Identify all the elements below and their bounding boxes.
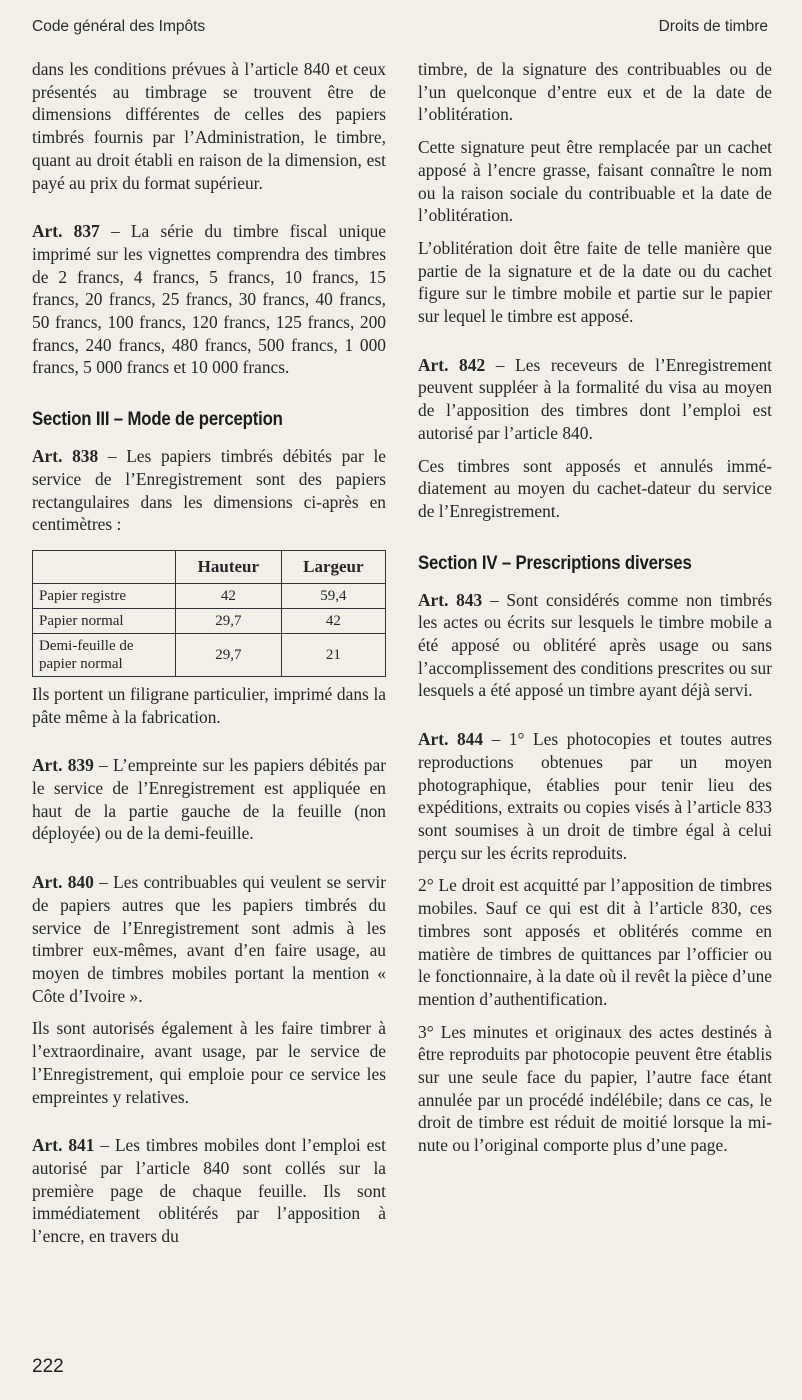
table-header-cell [33,550,176,583]
table-header-cell: Largeur [281,550,385,583]
table-row [33,608,386,633]
table-header-cell: Hauteur [176,550,282,583]
table-cell: Papier normal [33,608,176,633]
article-label: Art. 843 [418,589,483,610]
section-heading-iv: Section IV – Prescriptions diverses [418,551,692,574]
article-text: – Les receveurs de l’Enregistrement peuvent suppléer à la formalité du visa au moyen de l’apposition des timbres dont l’emploi est autorisé par l’article 840. [418,354,772,443]
article-label: Art. 844 [418,729,484,750]
paragraph-842-continued: Ces timbres sont apposés et annulés immédiatement au moyen du cachet-dateur du service de l’Enregistrement. [418,455,772,521]
dimensions-table [32,550,386,677]
table-cell: 42 [281,608,385,633]
article-843 [418,589,772,703]
paragraph-continuation: dans les conditions prévues à l’article 840 et ceux présentés au timbrage se trouvent être de dimensions différentes de celles des papiers timbrés fournis par l’Administration, le timbre, quant au droit établi en raison de la dimension, est payé au prix du format supérieur. [32,59,386,193]
article-text: – Les timbres mobiles dont l’emploi est autorisé par l’article 840 sont collés sur la première page de chaque feuille. Ils sont immédiatement oblitérés par l’apposition à l’encre, en travers du [32,1135,386,1247]
table-cell: 59,4 [281,583,385,608]
article-text: – Les contribuables qui veulent se servir de papiers autres que les papiers timbrés du service de l’Enregistrement sont admis à les timbrer eux-mêmes, avant d’en faire usage, au moyen de timbres mobiles portant la mention « Côte d’Ivoire ». [32,872,386,1006]
article-text: – La série du timbre fiscal unique imprimé sur les vignettes comprendra des timbres de 2 francs, 4 francs, 5 francs, 10 francs, 15 francs, 20 francs, 25 francs, 30 francs, 40 francs, 50 francs, 100 francs, 120 francs, 125 francs, 200 francs, 240 francs, 480 francs, 500 francs, 1 000 francs, 5 000 francs et 10 000 francs. [32,221,386,378]
table-header-row [33,550,386,583]
table-cell: 21 [281,633,385,676]
header-book-title: Code général des Impôts [32,18,206,35]
paragraph-obliteration: L’oblitération doit être faite de telle manière que partie de la signature et de la date ou du cachet figure sur le timbre mobile et partie sur le papier sur lequel le timbre est apposé. [418,237,772,327]
article-840 [32,871,386,1007]
table-cell: Demi-feuille de papier normal [33,633,176,676]
article-text: – Sont considérés comme non timbrés les actes ou écrits sur lesquels le timbre mobile a été apposé ou oblitéré après usage ou sans l’accomplissement des conditions prescrites ou sur lesquels a été apposé un timbre ayant déjà servi. [418,589,772,701]
table-cell: Papier registre [33,583,176,608]
article-label: Art. 841 [32,1135,95,1156]
article-label: Art. 842 [418,354,486,375]
table-cell: 42 [176,583,282,608]
article-842 [418,354,772,445]
paragraph-cachet: Cette signature peut être remplacée par un cachet apposé à l’encre grasse, faisant connaître le nom ou la raison sociale du contribuable et la date de l’oblitération. [418,137,772,226]
article-837 [32,220,386,379]
article-label: Art. 839 [32,755,94,776]
table-cell: 29,7 [176,608,282,633]
left-column [32,58,386,1258]
section-heading-iii: Section III – Mode de perception [32,408,283,431]
article-text: – L’empreinte sur les papiers débités par le service de l’Enregistrement est appliquée en haut de la partie gauche de la feuille (non déployée) ou de la demi-feuille. [32,755,386,844]
article-838 [32,445,386,536]
paragraph-filigrane: Ils portent un filigrane particulier, imprimé dans la pâte même à la fabrication. [32,683,386,727]
right-column [418,58,772,1167]
article-label: Art. 837 [32,221,100,242]
table-row [33,583,386,608]
paragraph-844-3: 3° Les minutes et originaux des actes destinés à être reproduits par photocopie peuvent être établis sur une seule face du papier, l’autre face étant annulée par un procédé indélébile; dans ce cas, le droit de timbre est réduit de moitié lorsque la minute ou l’original comporte plus d’une page. [418,1021,772,1156]
article-text: – Les papiers timbrés débités par le service de l’Enregistrement sont des papiers rectangulaires dans les dimensions ci-après en centimètres : [32,446,386,535]
article-text: – 1° Les photocopies et toutes autres reproductions obtenues par un moyen photographique, établies pour tenir lieu des expéditions, extraits ou copies visés à l’article 833 sont soumises à un droit de timbre égal à celui perçu sur les écrits reproduits. [418,729,773,863]
paragraph-844-2: 2° Le droit est acquitté par l’apposition de timbres mobiles. Sauf ce qui est dit à l’article 830, ces timbres sont apposés et oblitérés comme en matière de timbres de quittances par l’officier ou le fonctionnaire, à la date où il revêt la pièce d’une mention d’authentification. [418,875,772,1009]
page-number: 222 [32,1356,64,1377]
paragraph-841-continued: timbre, de la signature des contribuables ou de l’un quelconque d’entre eux et de la date de l’oblitération. [418,59,772,125]
running-header [32,18,768,42]
article-841 [32,1134,386,1248]
table-cell: 29,7 [176,633,282,676]
article-label: Art. 840 [32,872,94,893]
table-row [33,633,386,676]
article-844 [418,728,772,864]
article-839 [32,754,386,845]
paragraph-840-continued: Ils sont autorisés également à les faire timbrer à l’extraordinaire, avant usage, par le service de l’Enregistrement, qui emploie pour ce service les empreintes y relatives. [32,1018,386,1107]
article-label: Art. 838 [32,446,99,467]
header-chapter-title: Droits de timbre [658,18,768,35]
